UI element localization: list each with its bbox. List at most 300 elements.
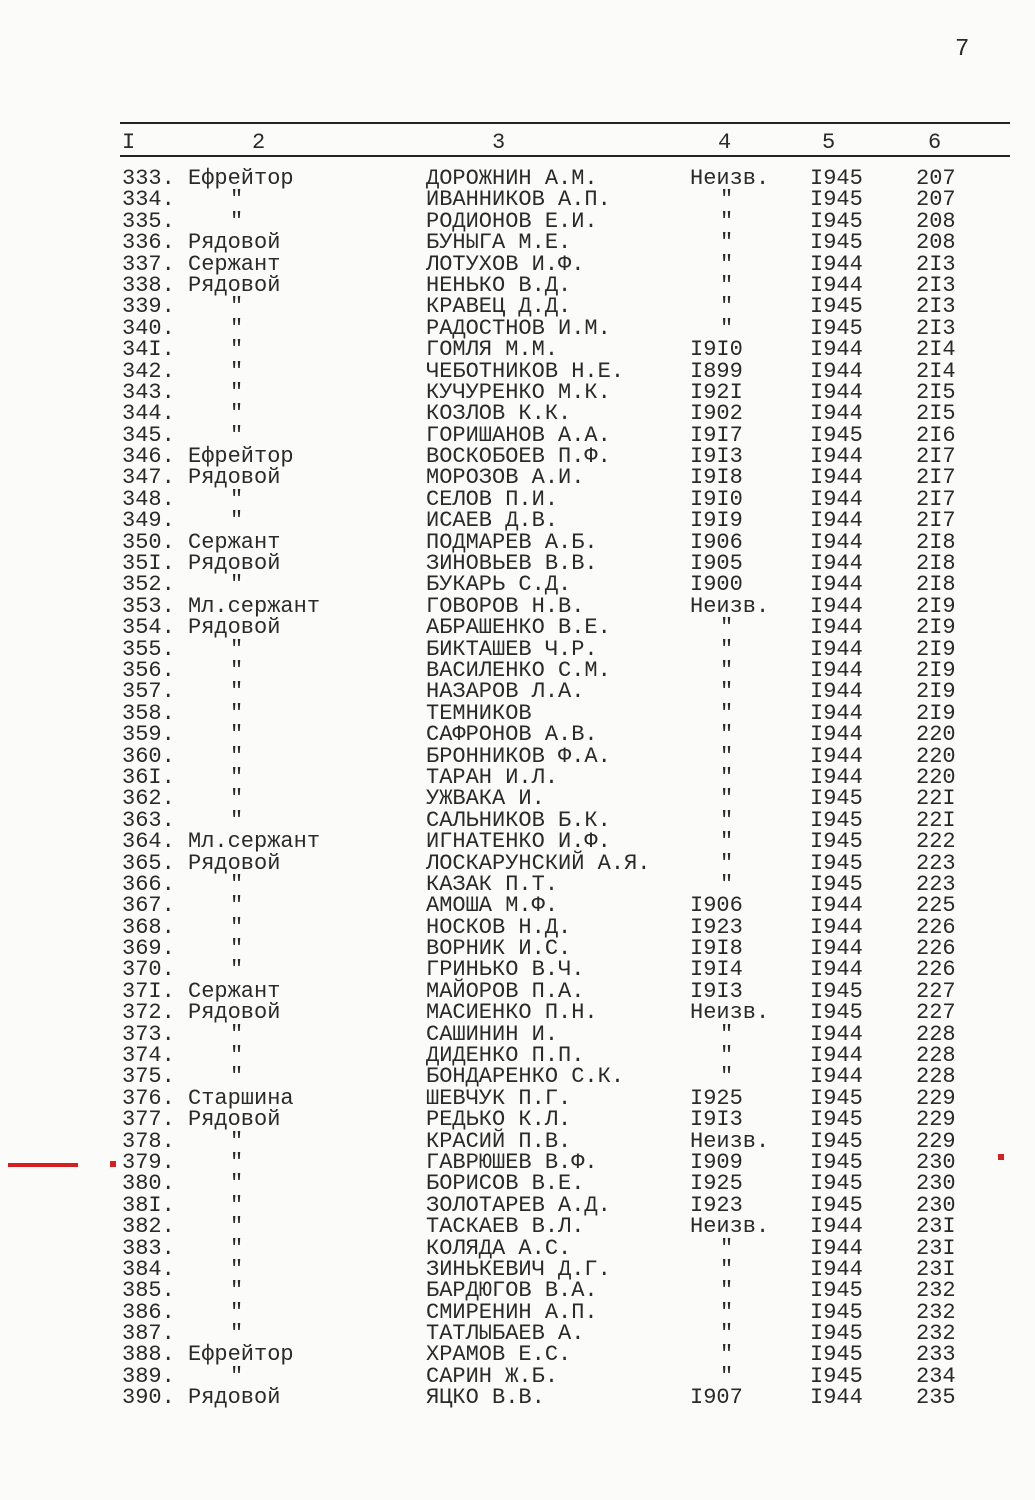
death-year: I944 bbox=[810, 743, 863, 769]
row-number: 376. bbox=[122, 1085, 175, 1111]
death-year: I945 bbox=[810, 829, 863, 855]
birth-year: I902 bbox=[690, 401, 743, 427]
table-row bbox=[0, 230, 1035, 256]
death-year: I945 bbox=[810, 1128, 863, 1154]
page-ref: 2I3 bbox=[916, 251, 956, 277]
page-ref: 235 bbox=[916, 1385, 956, 1411]
death-year: I945 bbox=[810, 1000, 863, 1026]
death-year: I944 bbox=[810, 251, 863, 277]
rank: " bbox=[230, 743, 244, 769]
name: ЗИНЬКЕВИЧ Д.Г. bbox=[426, 1256, 611, 1282]
rank: " bbox=[230, 1043, 244, 1069]
page-ref: 2I3 bbox=[916, 315, 956, 341]
table-row bbox=[0, 272, 1035, 298]
name: ГОМЛЯ М.М. bbox=[426, 337, 559, 363]
page-ref: 2I7 bbox=[916, 508, 956, 534]
page-ref: 220 bbox=[916, 722, 956, 748]
birth-year: " bbox=[720, 829, 734, 855]
row-number: 355. bbox=[122, 636, 175, 662]
name: РОДИОНОВ Е.И. bbox=[426, 208, 598, 234]
name: НЕНЬКО В.Д. bbox=[426, 272, 572, 298]
name: ЯЦКО В.В. bbox=[426, 1385, 545, 1411]
rank: Рядовой bbox=[188, 1107, 281, 1133]
rank: " bbox=[230, 1235, 244, 1261]
table-row bbox=[0, 1256, 1035, 1282]
table-row bbox=[0, 529, 1035, 555]
page-ref: 2I9 bbox=[916, 636, 956, 662]
name: ТЕМНИКОВ bbox=[426, 700, 532, 726]
birth-year: " bbox=[720, 1363, 734, 1389]
name: САШИНИН И. bbox=[426, 1021, 559, 1047]
table-row bbox=[0, 465, 1035, 491]
row-number: 388. bbox=[122, 1342, 175, 1368]
rank: " bbox=[230, 679, 244, 705]
row-number: 385. bbox=[122, 1278, 175, 1304]
name: ЛОТУХОВ И.Ф. bbox=[426, 251, 585, 277]
rank: " bbox=[230, 1278, 244, 1304]
row-number: 349. bbox=[122, 508, 175, 534]
table-row bbox=[0, 551, 1035, 577]
name: МОРОЗОВ А.И. bbox=[426, 465, 585, 491]
page-ref: 230 bbox=[916, 1192, 956, 1218]
name: БУКАРЬ С.Д. bbox=[426, 572, 572, 598]
birth-year: " bbox=[720, 1043, 734, 1069]
name: НАЗАРОВ Л.А. bbox=[426, 679, 585, 705]
table-row bbox=[0, 1192, 1035, 1218]
row-number: 357. bbox=[122, 679, 175, 705]
rank: Сержант bbox=[188, 529, 281, 555]
death-year: I945 bbox=[810, 850, 863, 876]
name: ГАВРЮШЕВ В.Ф. bbox=[426, 1149, 598, 1175]
rank: Мл.сержант bbox=[188, 593, 321, 619]
table-row bbox=[0, 936, 1035, 962]
birth-year: " bbox=[720, 850, 734, 876]
page-ref: 230 bbox=[916, 1171, 956, 1197]
page-ref: 2I8 bbox=[916, 572, 956, 598]
column-header-5: 5 bbox=[822, 130, 836, 155]
birth-year: Неизв. bbox=[690, 1000, 770, 1026]
table-row bbox=[0, 444, 1035, 470]
name: ХРАМОВ Е.С. bbox=[426, 1342, 572, 1368]
birth-year: " bbox=[720, 764, 734, 790]
rank: Мл.сержант bbox=[188, 829, 321, 855]
page-ref: 2I7 bbox=[916, 444, 956, 470]
birth-year: I907 bbox=[690, 1385, 743, 1411]
page-ref: 229 bbox=[916, 1085, 956, 1111]
rank: " bbox=[230, 401, 244, 427]
rank: " bbox=[230, 1149, 244, 1175]
name: БОНДАРЕНКО С.К. bbox=[426, 1064, 625, 1090]
row-number: 390. bbox=[122, 1385, 175, 1411]
table-top-rule bbox=[120, 122, 1010, 124]
row-number: 344. bbox=[122, 401, 175, 427]
death-year: I944 bbox=[810, 764, 863, 790]
name: ГОРИШАНОВ А.А. bbox=[426, 422, 611, 448]
table-row bbox=[0, 294, 1035, 320]
death-year: I944 bbox=[810, 444, 863, 470]
rank: " bbox=[230, 914, 244, 940]
row-number: 38I. bbox=[122, 1192, 175, 1218]
page-ref: 223 bbox=[916, 850, 956, 876]
column-header-2: 2 bbox=[252, 130, 266, 155]
table-row bbox=[0, 358, 1035, 384]
row-number: 333. bbox=[122, 166, 175, 191]
birth-year: " bbox=[720, 294, 734, 320]
rank: " bbox=[230, 936, 244, 962]
column-header-3: 3 bbox=[492, 130, 506, 155]
death-year: I944 bbox=[810, 593, 863, 619]
table-row bbox=[0, 1363, 1035, 1389]
table-row bbox=[0, 679, 1035, 705]
name: БОРИСОВ В.Е. bbox=[426, 1171, 585, 1197]
page-ref: 2I9 bbox=[916, 615, 956, 641]
death-year: I944 bbox=[810, 337, 863, 363]
birth-year: " bbox=[720, 1299, 734, 1325]
rank: Ефрейтор bbox=[188, 444, 294, 470]
table-row bbox=[0, 1000, 1035, 1026]
page-ref: 2I7 bbox=[916, 486, 956, 512]
table-row bbox=[0, 1064, 1035, 1090]
birth-year: " bbox=[720, 1021, 734, 1047]
table-row bbox=[0, 251, 1035, 277]
row-number: 345. bbox=[122, 422, 175, 448]
birth-year: " bbox=[720, 1342, 734, 1368]
page-ref: 2I5 bbox=[916, 379, 956, 405]
death-year: I944 bbox=[810, 722, 863, 748]
page-ref: 2I5 bbox=[916, 401, 956, 427]
birth-year: I9I0 bbox=[690, 337, 743, 363]
name: КРАВЕЦ Д.Д. bbox=[426, 294, 572, 320]
row-number: 35I. bbox=[122, 551, 175, 577]
rank: " bbox=[230, 208, 244, 234]
page-ref: 229 bbox=[916, 1128, 956, 1154]
row-number: 346. bbox=[122, 444, 175, 470]
row-number: 362. bbox=[122, 786, 175, 812]
death-year: I945 bbox=[810, 1342, 863, 1368]
table-row bbox=[0, 208, 1035, 234]
rank: " bbox=[230, 337, 244, 363]
rank: Рядовой bbox=[188, 551, 281, 577]
death-year: I945 bbox=[810, 1171, 863, 1197]
birth-year: " bbox=[720, 636, 734, 662]
table-row bbox=[0, 187, 1035, 213]
death-year: I945 bbox=[810, 1321, 863, 1347]
name: МАЙОРОВ П.А. bbox=[426, 978, 585, 1004]
birth-year: Неизв. bbox=[690, 166, 770, 191]
birth-year: " bbox=[720, 615, 734, 641]
death-year: I945 bbox=[810, 1192, 863, 1218]
rank: " bbox=[230, 379, 244, 405]
birth-year: I900 bbox=[690, 572, 743, 598]
page-ref: 2I4 bbox=[916, 358, 956, 384]
table-row bbox=[0, 1085, 1035, 1111]
name: ЗОЛОТАРЕВ А.Д. bbox=[426, 1192, 611, 1218]
birth-year: " bbox=[720, 1064, 734, 1090]
birth-year: I899 bbox=[690, 358, 743, 384]
name: САЛЬНИКОВ Б.К. bbox=[426, 807, 611, 833]
table-row bbox=[0, 978, 1035, 1004]
birth-year: " bbox=[720, 1256, 734, 1282]
table-row bbox=[0, 1385, 1035, 1411]
death-year: I944 bbox=[810, 1021, 863, 1047]
red-margin-mark bbox=[8, 1163, 78, 1167]
row-number: 343. bbox=[122, 379, 175, 405]
column-header-4: 4 bbox=[718, 130, 732, 155]
birth-year: I906 bbox=[690, 529, 743, 555]
death-year: I944 bbox=[810, 957, 863, 983]
page-ref: 232 bbox=[916, 1299, 956, 1325]
row-number: 369. bbox=[122, 936, 175, 962]
table-row bbox=[0, 786, 1035, 812]
row-number: 37I. bbox=[122, 978, 175, 1004]
page-ref: 2I3 bbox=[916, 272, 956, 298]
table-row bbox=[0, 401, 1035, 427]
rank: Сержант bbox=[188, 978, 281, 1004]
table-row bbox=[0, 722, 1035, 748]
death-year: I945 bbox=[810, 1085, 863, 1111]
name: АМОША М.Ф. bbox=[426, 893, 559, 919]
page-ref: 223 bbox=[916, 871, 956, 897]
page-ref: 226 bbox=[916, 914, 956, 940]
page-ref: 2I9 bbox=[916, 657, 956, 683]
row-number: 358. bbox=[122, 700, 175, 726]
name: УЖВАКА И. bbox=[426, 786, 545, 812]
death-year: I944 bbox=[810, 272, 863, 298]
table-row bbox=[0, 379, 1035, 405]
birth-year: I9I0 bbox=[690, 486, 743, 512]
page-ref: 230 bbox=[916, 1149, 956, 1175]
rank: " bbox=[230, 636, 244, 662]
birth-year: " bbox=[720, 657, 734, 683]
page-ref: 2I9 bbox=[916, 593, 956, 619]
rank: " bbox=[230, 1321, 244, 1347]
row-number: 379. bbox=[122, 1149, 175, 1175]
page-ref: 2I6 bbox=[916, 422, 956, 448]
rank: " bbox=[230, 700, 244, 726]
rank: " bbox=[230, 1171, 244, 1197]
rank: Рядовой bbox=[188, 615, 281, 641]
page-ref: 22I bbox=[916, 807, 956, 833]
page-ref: 23I bbox=[916, 1214, 956, 1240]
name: КОЛЯДА А.С. bbox=[426, 1235, 572, 1261]
row-number: 367. bbox=[122, 893, 175, 919]
page-ref: 228 bbox=[916, 1043, 956, 1069]
birth-year: I9I3 bbox=[690, 978, 743, 1004]
rank: " bbox=[230, 657, 244, 683]
row-number: 359. bbox=[122, 722, 175, 748]
page-ref: 226 bbox=[916, 936, 956, 962]
name: ДИДЕНКО П.П. bbox=[426, 1043, 585, 1069]
death-year: I944 bbox=[810, 1256, 863, 1282]
death-year: I944 bbox=[810, 914, 863, 940]
rank: Рядовой bbox=[188, 850, 281, 876]
death-year: I944 bbox=[810, 379, 863, 405]
birth-year: " bbox=[720, 230, 734, 256]
rank: " bbox=[230, 508, 244, 534]
column-header-1: I bbox=[122, 130, 136, 155]
birth-year: I923 bbox=[690, 914, 743, 940]
name: САРИН Ж.Б. bbox=[426, 1363, 559, 1389]
records-table bbox=[0, 168, 1035, 1409]
name: СМИРЕНИН А.П. bbox=[426, 1299, 598, 1325]
rank: " bbox=[230, 1064, 244, 1090]
name: ПОДМАРЕВ А.Б. bbox=[426, 529, 598, 555]
birth-year: " bbox=[720, 1278, 734, 1304]
row-number: 370. bbox=[122, 957, 175, 983]
row-number: 368. bbox=[122, 914, 175, 940]
row-number: 382. bbox=[122, 1214, 175, 1240]
table-row bbox=[0, 508, 1035, 534]
death-year: I944 bbox=[810, 465, 863, 491]
rank: Рядовой bbox=[188, 230, 281, 256]
rank: " bbox=[230, 187, 244, 213]
rank: " bbox=[230, 294, 244, 320]
page-ref: 233 bbox=[916, 1342, 956, 1368]
row-number: 377. bbox=[122, 1107, 175, 1133]
death-year: I944 bbox=[810, 1214, 863, 1240]
rank: " bbox=[230, 1192, 244, 1218]
death-year: I944 bbox=[810, 358, 863, 384]
rank: " bbox=[230, 893, 244, 919]
rank: " bbox=[230, 572, 244, 598]
death-year: I945 bbox=[810, 1363, 863, 1389]
death-year: I944 bbox=[810, 486, 863, 512]
table-row bbox=[0, 893, 1035, 919]
table-row bbox=[0, 1321, 1035, 1347]
row-number: 342. bbox=[122, 358, 175, 384]
rank: " bbox=[230, 486, 244, 512]
death-year: I944 bbox=[810, 1235, 863, 1261]
name: ШЕВЧУК П.Г. bbox=[426, 1085, 572, 1111]
name: ДОРОЖНИН А.М. bbox=[426, 166, 598, 191]
row-number: 350. bbox=[122, 529, 175, 555]
birth-year: " bbox=[720, 1321, 734, 1347]
birth-year: " bbox=[720, 1235, 734, 1261]
death-year: I945 bbox=[810, 807, 863, 833]
row-number: 337. bbox=[122, 251, 175, 277]
row-number: 374. bbox=[122, 1043, 175, 1069]
row-number: 380. bbox=[122, 1171, 175, 1197]
page-ref: 2I7 bbox=[916, 465, 956, 491]
name: ВОСКОБОЕВ П.Ф. bbox=[426, 444, 611, 470]
name: СЕЛОВ П.И. bbox=[426, 486, 559, 512]
death-year: I945 bbox=[810, 230, 863, 256]
death-year: I944 bbox=[810, 551, 863, 577]
birth-year: " bbox=[720, 871, 734, 897]
death-year: I945 bbox=[810, 187, 863, 213]
rank: Рядовой bbox=[188, 272, 281, 298]
rank: Рядовой bbox=[188, 1000, 281, 1026]
birth-year: " bbox=[720, 700, 734, 726]
rank: Рядовой bbox=[188, 465, 281, 491]
row-number: 365. bbox=[122, 850, 175, 876]
birth-year: " bbox=[720, 187, 734, 213]
row-number: 352. bbox=[122, 572, 175, 598]
table-row bbox=[0, 1021, 1035, 1047]
page-ref: 232 bbox=[916, 1278, 956, 1304]
page-ref: 227 bbox=[916, 978, 956, 1004]
page-ref: 226 bbox=[916, 957, 956, 983]
row-number: 354. bbox=[122, 615, 175, 641]
row-number: 339. bbox=[122, 294, 175, 320]
page-ref: 228 bbox=[916, 1064, 956, 1090]
red-dot-mark bbox=[110, 1161, 116, 1167]
row-number: 378. bbox=[122, 1128, 175, 1154]
page-ref: 222 bbox=[916, 829, 956, 855]
death-year: I945 bbox=[810, 786, 863, 812]
name: ЗИНОВЬЕВ В.В. bbox=[426, 551, 598, 577]
page-ref: 208 bbox=[916, 208, 956, 234]
birth-year: I905 bbox=[690, 551, 743, 577]
table-row bbox=[0, 829, 1035, 855]
name: АБРАШЕНКО В.Е. bbox=[426, 615, 611, 641]
death-year: I945 bbox=[810, 294, 863, 320]
death-year: I944 bbox=[810, 679, 863, 705]
name: БУНЫГА М.Е. bbox=[426, 230, 572, 256]
row-number: 383. bbox=[122, 1235, 175, 1261]
rank: " bbox=[230, 807, 244, 833]
table-row bbox=[0, 957, 1035, 983]
table-row bbox=[0, 657, 1035, 683]
birth-year: I906 bbox=[690, 893, 743, 919]
birth-year: I9I8 bbox=[690, 465, 743, 491]
row-number: 36I. bbox=[122, 764, 175, 790]
death-year: I945 bbox=[810, 422, 863, 448]
table-row bbox=[0, 636, 1035, 662]
page-ref: 23I bbox=[916, 1235, 956, 1261]
name: МАСИЕНКО П.Н. bbox=[426, 1000, 598, 1026]
row-number: 375. bbox=[122, 1064, 175, 1090]
death-year: I945 bbox=[810, 1278, 863, 1304]
row-number: 334. bbox=[122, 187, 175, 213]
name: БРОННИКОВ Ф.А. bbox=[426, 743, 611, 769]
table-row bbox=[0, 914, 1035, 940]
row-number: 338. bbox=[122, 272, 175, 298]
table-row bbox=[0, 486, 1035, 512]
table-row bbox=[0, 315, 1035, 341]
name: ТАСКАЕВ В.Л. bbox=[426, 1214, 585, 1240]
birth-year: I9I9 bbox=[690, 508, 743, 534]
row-number: 360. bbox=[122, 743, 175, 769]
table-row bbox=[0, 1043, 1035, 1069]
table-row bbox=[0, 422, 1035, 448]
page-ref: 227 bbox=[916, 1000, 956, 1026]
table-row bbox=[0, 1278, 1035, 1304]
death-year: I944 bbox=[810, 936, 863, 962]
page-ref: 234 bbox=[916, 1363, 956, 1389]
death-year: I944 bbox=[810, 1043, 863, 1069]
table-row bbox=[0, 593, 1035, 619]
page-ref: 2I9 bbox=[916, 700, 956, 726]
page-ref: 23I bbox=[916, 1256, 956, 1282]
name: ВОРНИК И.С. bbox=[426, 936, 572, 962]
row-number: 387. bbox=[122, 1321, 175, 1347]
name: ТАТЛЫБАЕВ А. bbox=[426, 1321, 585, 1347]
table-row bbox=[0, 1171, 1035, 1197]
rank: " bbox=[230, 315, 244, 341]
birth-year: " bbox=[720, 722, 734, 748]
page-ref: 2I4 bbox=[916, 337, 956, 363]
table-row bbox=[0, 764, 1035, 790]
rank: Ефрейтор bbox=[188, 166, 294, 191]
birth-year: I9I4 bbox=[690, 957, 743, 983]
death-year: I945 bbox=[810, 315, 863, 341]
name: ИСАЕВ Д.В. bbox=[426, 508, 559, 534]
death-year: I945 bbox=[810, 166, 863, 191]
name: САФРОНОВ А.В. bbox=[426, 722, 598, 748]
page-ref: 2I3 bbox=[916, 294, 956, 320]
birth-year: " bbox=[720, 786, 734, 812]
